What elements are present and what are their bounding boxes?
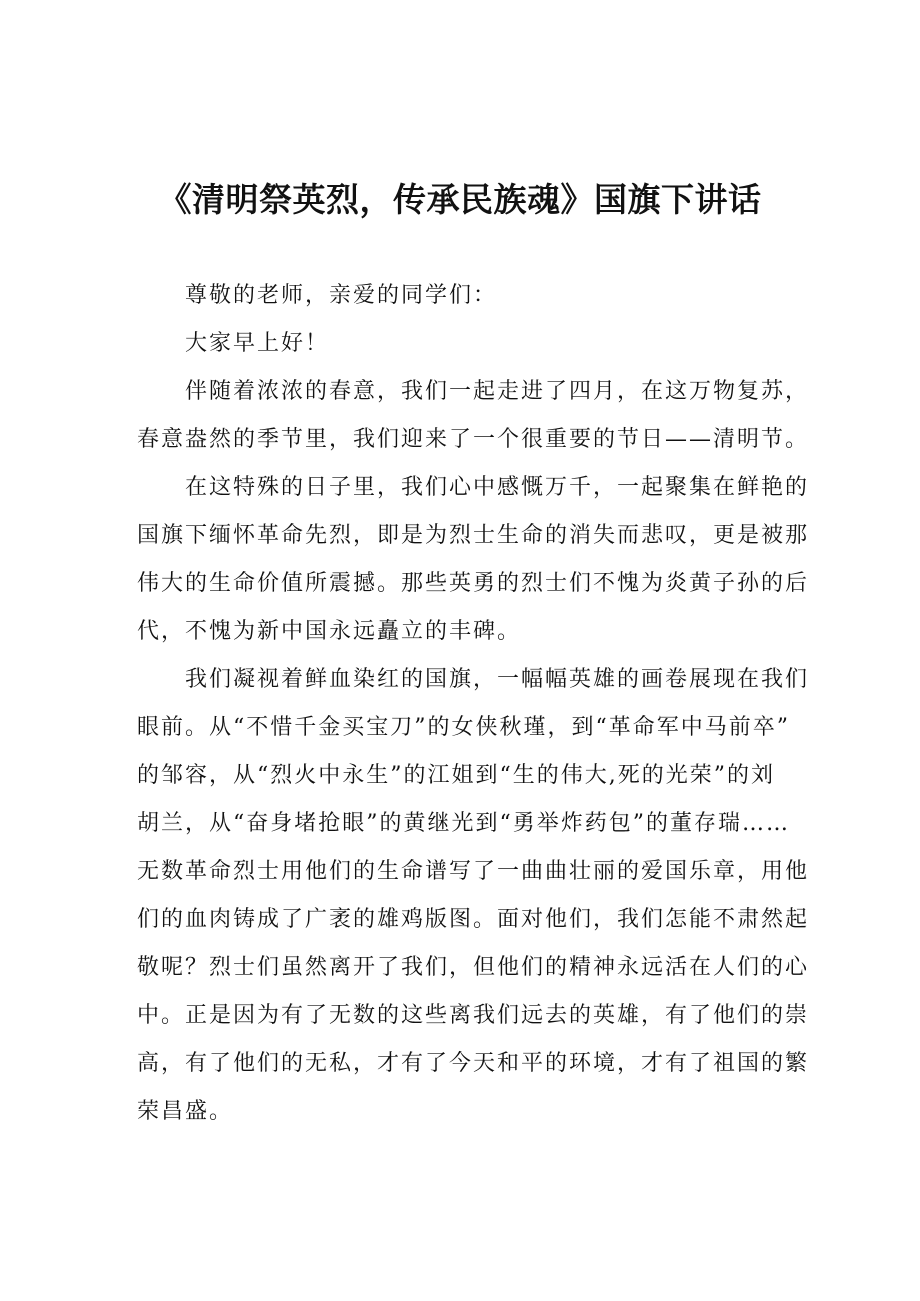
- paragraph-3-line-7: 敬呢？烈士们虽然离开了我们，但他们的精神永远活在人们的心: [137, 955, 810, 980]
- document-title: 《清明祭英烈，传承民族魂》国旗下讲话: [158, 180, 762, 219]
- paragraph-2-line-4: 代，不愧为新中国永远矗立的丰碑。: [137, 619, 522, 644]
- paragraph-3-line-2: 眼前。从“不惜千金买宝刀”的女侠秋瑾，到“革命军中马前卒”: [137, 715, 790, 740]
- paragraph-1-line-1: 伴随着浓浓的春意，我们一起走进了四月，在这万物复苏，: [185, 379, 810, 404]
- paragraph-1-line-2: 春意盎然的季节里，我们迎来了一个很重要的节日——清明节。: [137, 427, 810, 452]
- paragraph-3-line-3: 的邹容，从“烈火中永生”的江姐到“生的伟大,死的光荣”的刘: [137, 763, 775, 788]
- paragraph-3-line-5: 无数革命烈士用他们的生命谱写了一曲曲壮丽的爱国乐章，用他: [137, 859, 810, 884]
- speech-body: [137, 272, 810, 1136]
- paragraph-3-line-1: 我们凝视着鲜血染红的国旗，一幅幅英雄的画卷展现在我们: [185, 667, 810, 692]
- paragraph-3-line-10: 荣昌盛。: [137, 1099, 234, 1124]
- paragraph-3-line-8: 中。正是因为有了无数的这些离我们远去的英雄，有了他们的崇: [137, 1003, 810, 1028]
- paragraph-3-line-9: 高，有了他们的无私，才有了今天和平的环境，才有了祖国的繁: [137, 1051, 810, 1076]
- paragraph-2-line-1: 在这特殊的日子里，我们心中感慨万千，一起聚集在鲜艳的: [185, 475, 810, 500]
- greeting-line: 大家早上好！: [185, 331, 330, 356]
- paragraph-2-line-2: 国旗下缅怀革命先烈，即是为烈士生命的消失而悲叹，更是被那: [137, 523, 810, 548]
- paragraph-3-line-4: 胡兰，从“奋身堵抢眼”的黄继光到“勇举炸药包”的董存瑞……: [137, 811, 790, 836]
- paragraph-3-line-6: 们的血肉铸成了广袤的雄鸡版图。面对他们，我们怎能不肃然起: [137, 907, 810, 932]
- paragraph-2-line-3: 伟大的生命价值所震撼。那些英勇的烈士们不愧为炎黄子孙的后: [137, 571, 810, 596]
- salutation-line: 尊敬的老师，亲爱的同学们：: [185, 283, 498, 308]
